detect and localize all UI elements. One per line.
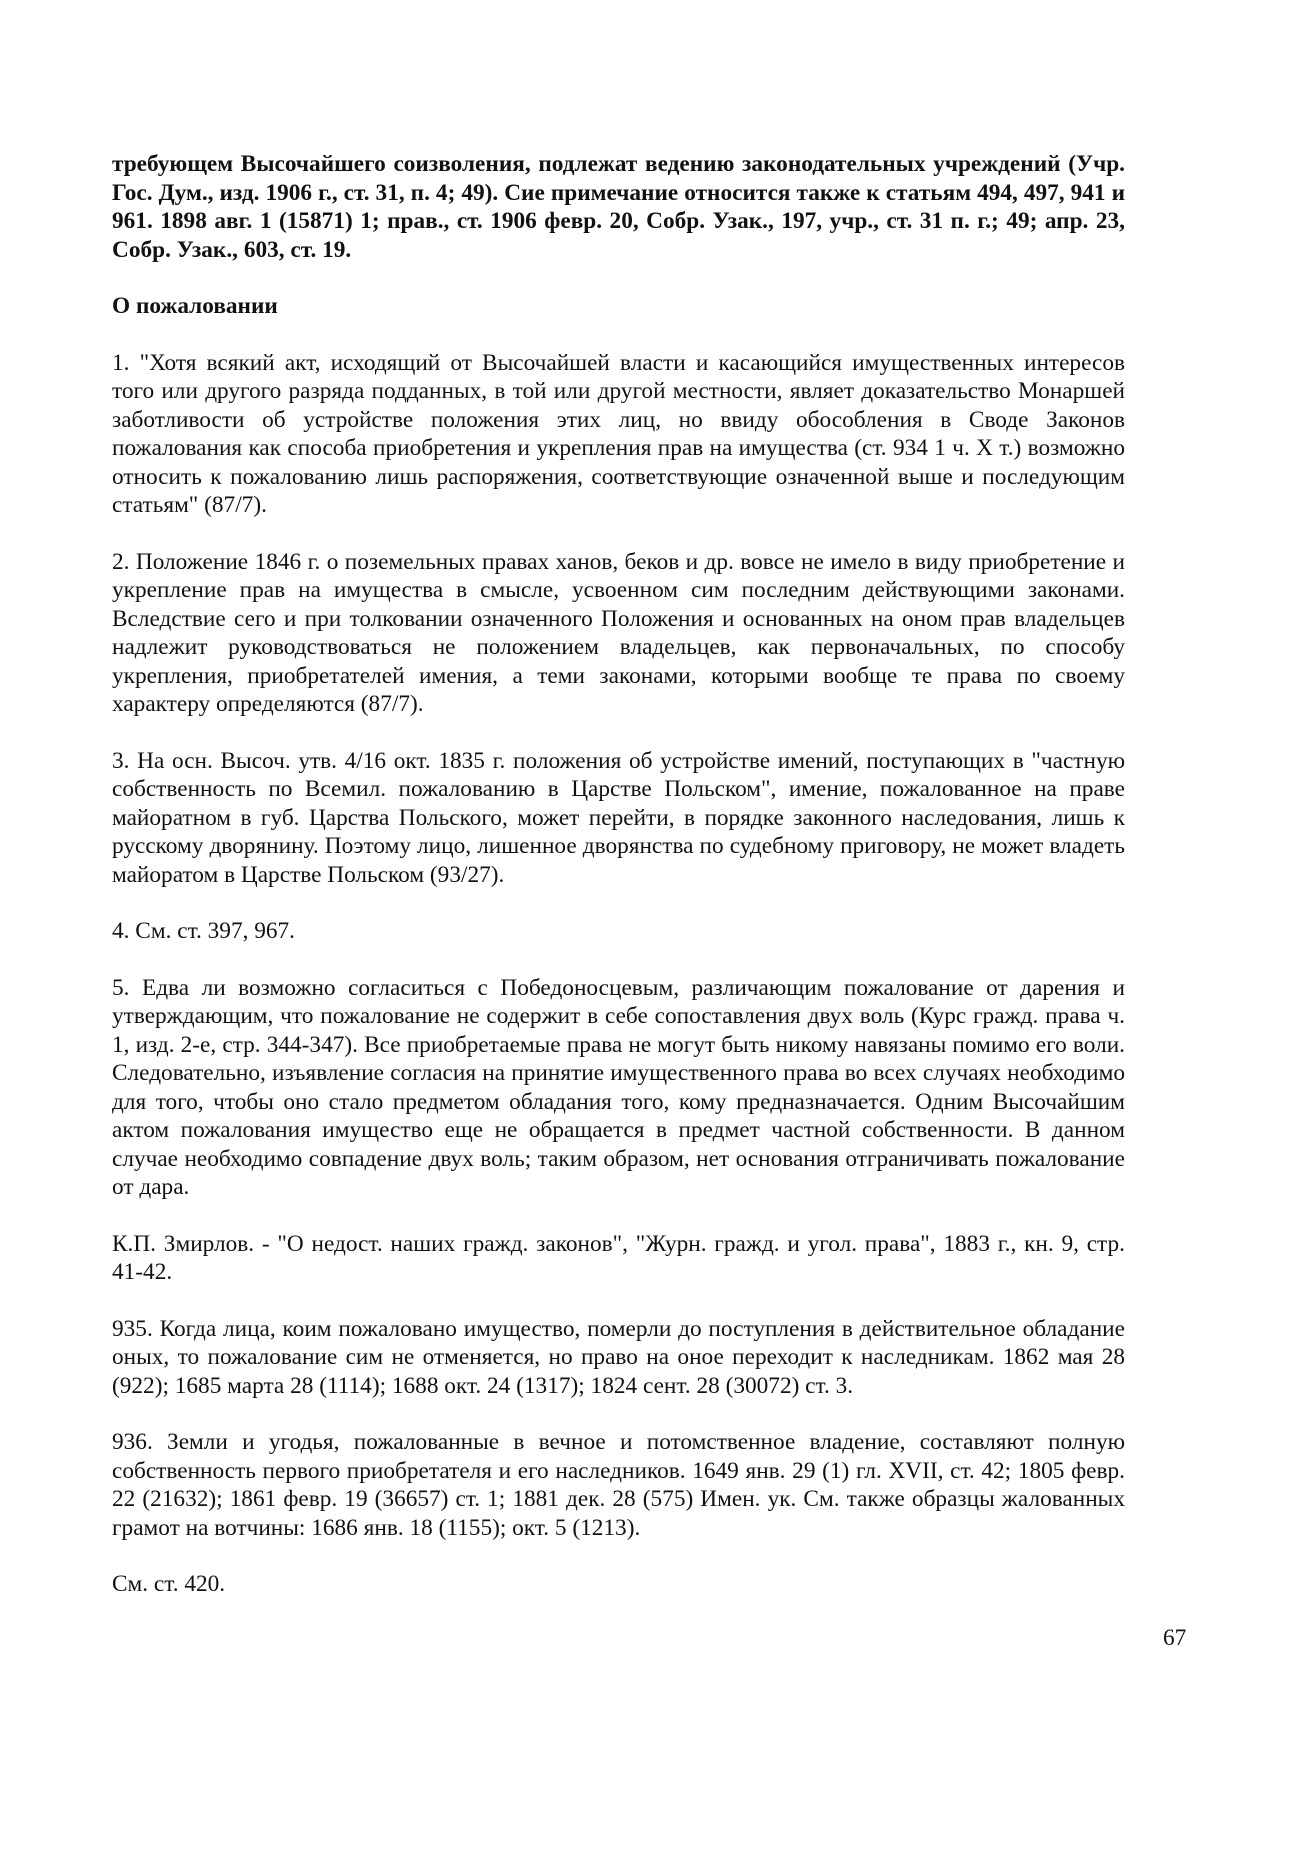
article-936: 936. Земли и угодья, пожалованные в вечное и потомственное владение, составляют полную собственность первого приобретателя и его наследников. 1649 янв. 29 (1) гл. XVII, ст. 42; 1805 февр. 22 (21632); 1861 февр. 19 (36657) ст. 1; 1881 дек. 28 (575) Имен. ук. См. также образцы жалованных грамот на вотчины: 1686 янв. 18 (1155); окт. 5 (1213).	[112, 1429, 1125, 1541]
intro-paragraph: требующем Высочайшего соизволения, подлежат ведению законодательных учреждений (Учр. Гос. Дум., изд. 1906 г., ст. 31, п. 4; 49). Сие примечание относится также к статьям 494, 497, 941 и 961. 1898 авг. 1 (15871) 1; прав., ст. 1906 февр. 20, Собр. Узак., 197, учр., ст. 31 п. г.; 49; апр. 23, Собр. Узак., 603, ст. 19.	[112, 151, 1125, 263]
document-page	[112, 150, 1125, 1627]
paragraph-5: 5. Едва ли возможно согласиться с Победоносцевым, различающим пожалование от дарения и утверждающим, что пожалование не содержит в себе сопоставления двух воль (Курс гражд. права ч. 1, изд. 2-е, стр. 344-347). Все приобретаемые права не могут быть никому навязаны помимо его воли. Следовательно, изъявление согласия на принятие имущественного права во всех случаях необходимо для того, чтобы оно стало предметом обладания того, кому предназначается. Одним Высочайшим актом пожалования имущество еще не обращается в предмет частной собственности. В данном случае необходимо совпадение двух воль; таким образом, нет основания отграничивать пожалование от дара.	[112, 974, 1125, 1200]
section-heading: О пожаловании	[112, 293, 278, 319]
paragraph-2: 2. Положение 1846 г. о поземельных правах ханов, беков и др. вовсе не имело в виду приобретение и укрепление прав на имущества в смысле, усвоенном сим последним действующими законами. Вследствие сего и при толковании означенного Положения и основанных на оном прав владельцев надлежит руководствоваться не положением владельцев, как первоначальных, по способу укрепления, приобретателей имения, а теми законами, которыми вообще те права по своему характеру определяются (87/7).	[112, 548, 1125, 717]
paragraph-4: 4. См. ст. 397, 967.	[112, 918, 296, 944]
paragraph-1: 1. "Хотя всякий акт, исходящий от Высочайшей власти и касающийся имущественных интересов того или другого разряда подданных, в той или другой местности, являет доказательство Монаршей заботливости об устройстве положения этих лиц, но ввиду обособления в Своде Законов пожалования как способа приобретения и укрепления прав на имущества (ст. 934 1 ч. X т.) возможно относить к пожалованию лишь распоряжения, соответствующие означенной выше и последующим статьям" (87/7).	[112, 349, 1125, 518]
page-number: 67	[1163, 1625, 1187, 1651]
citation-paragraph: К.П. Змирлов. - "О недост. наших гражд. законов", "Журн. гражд. и угол. права", 1883 г., кн. 9, стр. 41-42.	[112, 1230, 1125, 1285]
paragraph-3: 3. На осн. Высоч. утв. 4/16 окт. 1835 г. положения об устройстве имений, поступающих в "частную собственность по Всемил. пожалованию в Царстве Польском", имение, пожалованное на праве майоратном в губ. Царства Польского, может перейти, в порядке законного наследования, лишь к русскому дворянину. Поэтому лицо, лишенное дворянства по судебному приговору, не может владеть майоратом в Царстве Польском (93/27).	[112, 747, 1125, 888]
article-935: 935. Когда лица, коим пожаловано имущество, померли до поступления в действительное обладание оных, то пожалование сим не отменяется, но право на оное переходит к наследникам. 1862 мая 28 (922); 1685 марта 28 (1114); 1688 окт. 24 (1317); 1824 сент. 28 (30072) ст. 3.	[112, 1315, 1125, 1399]
see-also-reference: См. ст. 420.	[112, 1571, 226, 1597]
